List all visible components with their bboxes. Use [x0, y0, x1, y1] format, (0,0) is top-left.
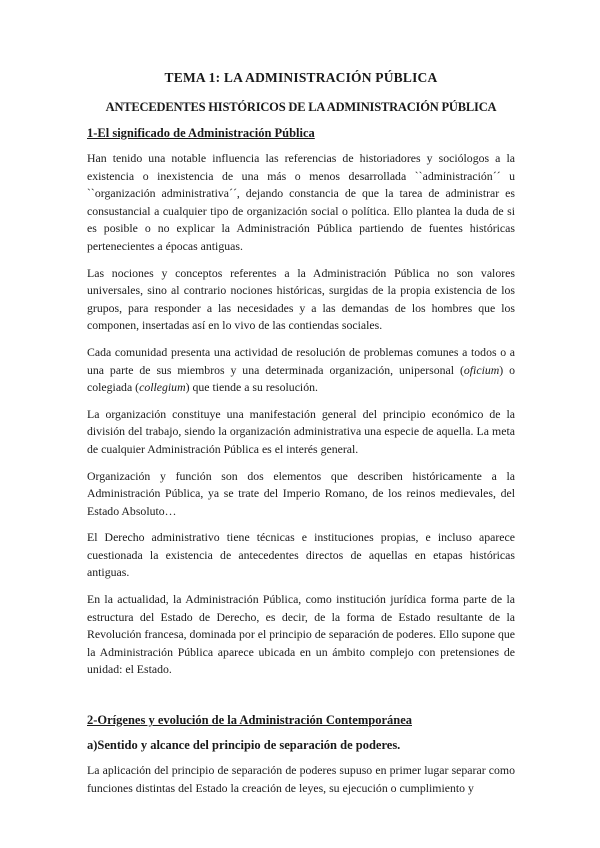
document-title: TEMA 1: LA ADMINISTRACIÓN PÚBLICA	[164, 70, 438, 85]
page-content	[87, 62, 515, 797]
paragraph-1: Han tenido una notable influencia las referencias de historiadores y sociólogos a la existencia o inexistencia de una más o menos desarrollada ``administración´´ u ``organización administrativa´´, dejando constancia de que la tarea de administrar es consustancial a cualquier tipo de organización social o política. Ello plantea la duda de si es posible o no explicar la Administración Pública partiendo de fuentes históricas pertenecientes a épocas antiguas.	[87, 151, 515, 253]
paragraph-4: La organización constituye una manifestación general del principio económico de la división del trabajo, siendo la organización administrativa una especie de aquella. La meta de cualquier Administración Pública es el interés general.	[87, 406, 515, 456]
paragraph-7: En la actualidad, la Administración Pública, como institución jurídica forma parte de la estructura del Estado de Derecho, es decir, de la forma de Estado resultante de la Revolución francesa, dominada por el principio de separación de poderes. Ello supone que la Administración Pública aparece ubicada en un ámbito complejo con pretensiones de unidad: el Estado.	[87, 592, 515, 677]
paragraph-3-part-b: ) o colegiada (	[87, 362, 515, 395]
paragraph-5: Organización y función son dos elementos que describen históricamente a la Administración Pública, ya se trate del Imperio Romano, de los reinos medievales, del Estado Absoluto…	[87, 468, 515, 518]
paragraph-8: La aplicación del principio de separación de poderes supuso en primer lugar separar como funciones distintas del Estado la creación de leyes, su ejecución o cumplimiento y	[87, 763, 515, 795]
term-collegium: collegium	[139, 380, 186, 395]
section-1-heading: 1-El significado de Administración Pública	[87, 126, 315, 140]
subsection-a-heading: a)Sentido y alcance del principio de separación de poderes.	[87, 738, 401, 753]
term-oficium: oficium	[463, 362, 500, 377]
paragraph-3-part-c: ) que tiende a su resolución.	[185, 380, 318, 395]
paragraph-3	[87, 344, 515, 397]
paragraph-6: El Derecho administrativo tiene técnicas e instituciones propias, e incluso aparece cuestionada la existencia de antecedentes directos de aquellas en etapas históricas antiguas.	[87, 530, 515, 580]
section-2-heading: 2-Orígenes y evolución de la Administración Contemporánea	[87, 713, 412, 728]
paragraph-2: Las nociones y conceptos referentes a la Administración Pública no son valores universales, sino al contrario nociones históricas, surgidas de la propia existencia de los grupos, para responder a las necesidades y a las demandas de los hombres que los componen, insertadas así en lo vivo de las contiendas sociales.	[87, 265, 515, 333]
document-subtitle: ANTECEDENTES HISTÓRICOS DE LA ADMINISTRACIÓN PÚBLICA	[105, 100, 497, 114]
paragraph-3-part-a: Cada comunidad presenta una actividad de resolución de problemas comunes a todos o a una parte de sus miembros y una determinada organización, unipersonal (	[87, 344, 515, 377]
